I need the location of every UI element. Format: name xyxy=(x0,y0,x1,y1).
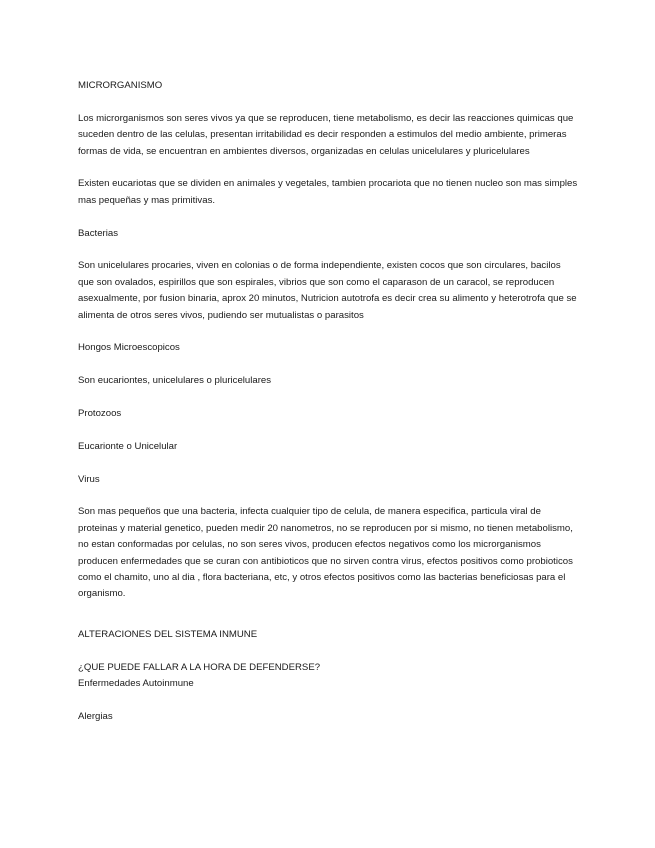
paragraph-bacterias: Son unicelulares procaries, viven en colonias o de forma independiente, existen cocos que son circulares, bacilos que son ovalados, espirillos que son espirales, vibrios que son como el caparason de un caracol, se reproducen asexualmente, por fusion binaria, aprox 20 minutos, Nutricion autotrofa es decir crea su alimento y heterotrofa que se alimenta de otros seres vivos, pudiendo ser mutualistas o parasitos xyxy=(78,260,577,321)
document-title: MICRORGANISMO xyxy=(78,80,163,91)
question-fallar: ¿QUE PUEDE FALLAR A LA HORA DE DEFENDERSE? xyxy=(78,661,321,673)
heading-alergias: Alergias xyxy=(78,710,113,722)
heading-alteraciones: ALTERACIONES DEL SISTEMA INMUNE xyxy=(78,628,258,640)
heading-autoinmune: Enfermedades Autoinmune xyxy=(78,678,194,690)
heading-virus: Virus xyxy=(78,473,100,485)
heading-bacterias: Bacterias xyxy=(78,227,118,239)
document-body xyxy=(78,78,578,725)
paragraph-virus: Son mas pequeños que una bacteria, infecta cualquier tipo de celula, de manera especifica, particula viral de proteinas y material genetico, pueden medir 20 nanometros, no se reproducen por si mismo, no tienen metabolismo, no estan conformadas por celulas, no son seres vivos, producen efectos negativos como los microrganismos producen enfermedades que se curan con antibioticos que no sirven contra virus, efectos positivos como probioticos como el chamito, uno al dia , flora bacteriana, etc, y otros efectos positivos como las bacterias beneficiosas para el organismo. xyxy=(78,506,573,600)
paragraph-eucariotas: Existen eucariotas que se dividen en animales y vegetales, tambien procariota que no tienen nucleo son mas simples mas pequeñas y mas primitivas. xyxy=(78,178,578,206)
heading-protozoos: Protozoos xyxy=(78,408,122,420)
paragraph-hongos: Son eucariontes, unicelulares o pluricelulares xyxy=(78,375,272,387)
heading-hongos: Hongos Microescopicos xyxy=(78,342,180,354)
paragraph-protozoos: Eucarionte o Unicelular xyxy=(78,440,178,452)
paragraph-microrganismos: Los microrganismos son seres vivos ya que se reproducen, tiene metabolismo, es decir las reacciones quimicas que suceden dentro de las celulas, presentan irritabilidad es decir responden a estimulos del medio ambiente, primeras formas de vida, se encuentran en ambientes diversos, organizadas en celulas unicelulares y pluricelulares xyxy=(78,112,574,157)
